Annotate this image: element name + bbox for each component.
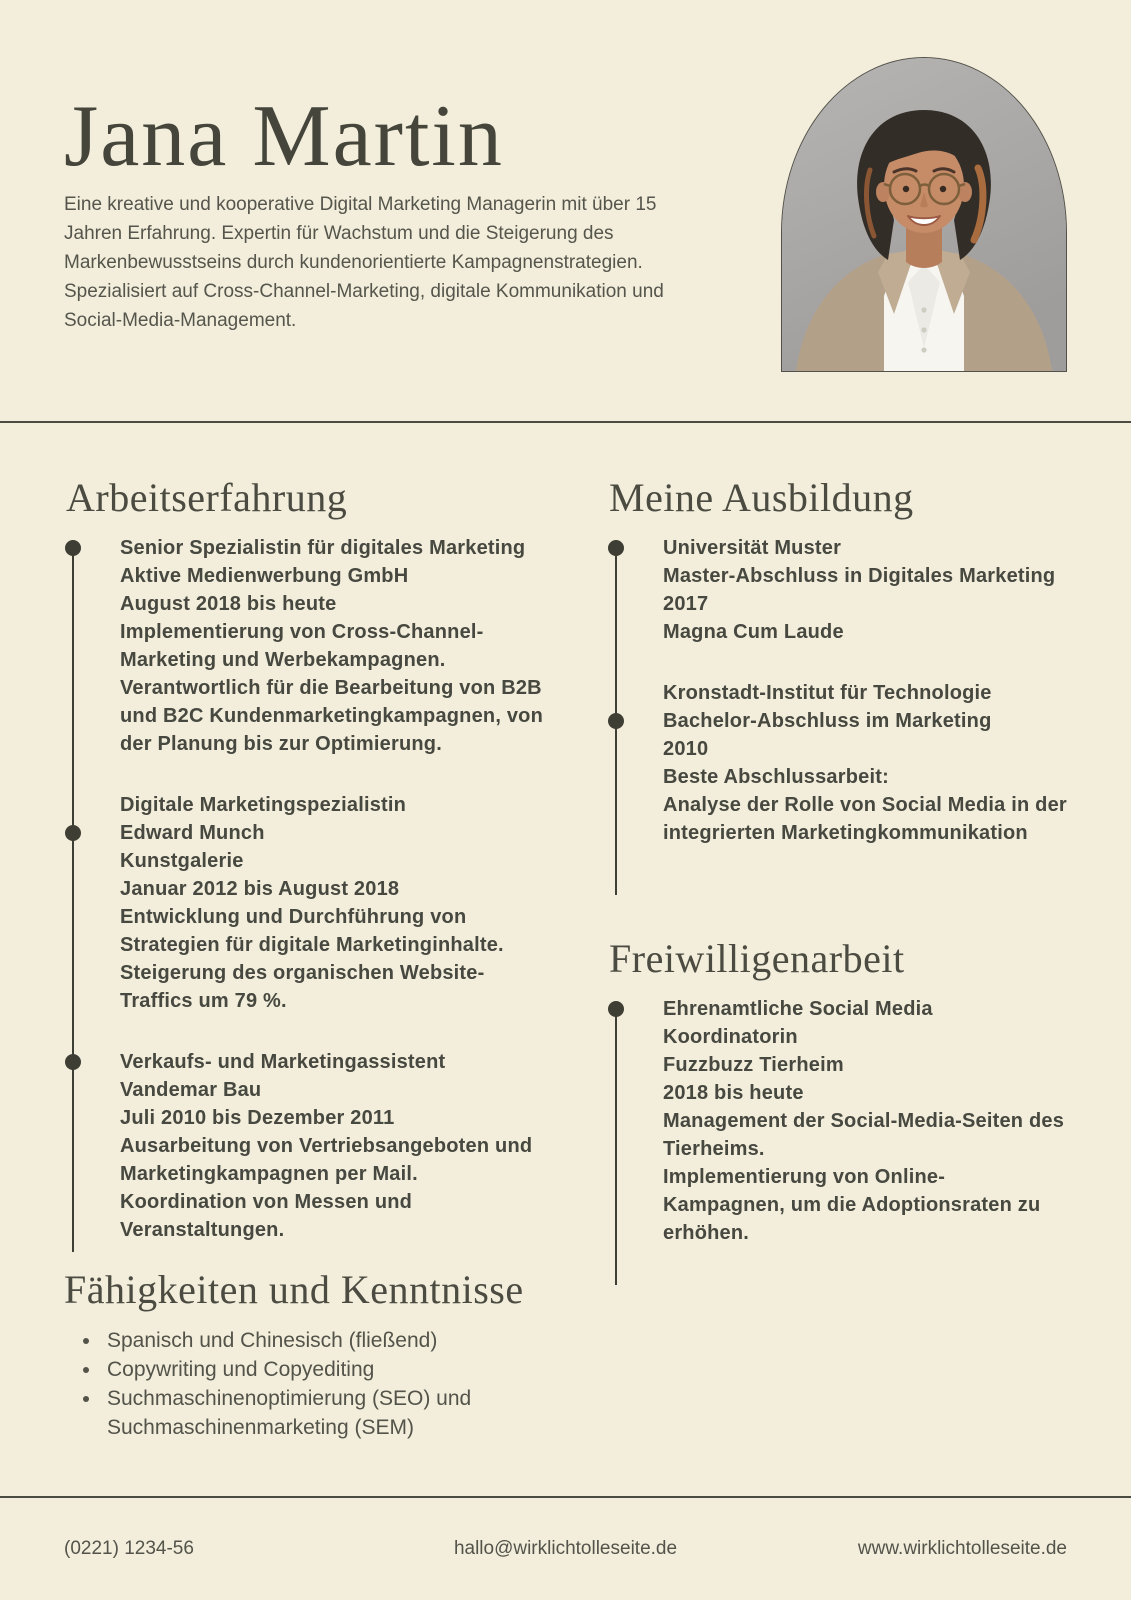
entry-line: Bachelor-Abschluss im Marketing	[663, 710, 992, 732]
entry-line: 2018 bis heute	[663, 1082, 804, 1104]
entry-line: Steigerung des organischen Website-Traffics um 79 %.	[120, 962, 485, 1012]
entry-line: Management der Social-Media-Seiten des Tierheims.	[663, 1110, 1065, 1160]
entry-line: Edward Munch	[120, 822, 265, 844]
entry-line: Beste Abschlussarbeit:	[663, 766, 889, 788]
skills-list	[64, 1326, 604, 1442]
education-timeline	[609, 534, 1067, 847]
timeline-entry	[663, 995, 1067, 1247]
entry-line: Verantwortlich für die Bearbeitung von B2B und B2C Kundenmarketingkampagnen, von der Planung bis zur Optimierung.	[120, 677, 544, 755]
entry-line: Ausarbeitung von Vertriebsangeboten und Marketingkampagnen per Mail.	[120, 1135, 533, 1185]
timeline-dot	[608, 713, 624, 729]
entry-line: Ehrenamtliche Social Media Koordinatorin	[663, 998, 933, 1048]
entry-line: 2017	[663, 593, 709, 615]
timeline-dot	[65, 825, 81, 841]
experience-timeline	[66, 534, 544, 1244]
entry-line: Analyse der Rolle von Social Media in der integrierten Marketingkommunikation	[663, 794, 1067, 844]
skill-item: • Suchmaschinenoptimierung (SEO) und Suchmaschinenmarketing (SEM)	[102, 1384, 604, 1442]
entry-line: Master-Abschluss in Digitales Marketing	[663, 565, 1056, 587]
timeline-dot	[608, 540, 624, 556]
entry-line: Januar 2012 bis August 2018	[120, 878, 400, 900]
entry-line: Implementierung von Online-Kampagnen, um die Adoptionsraten zu erhöhen.	[663, 1166, 1041, 1244]
footer-phone: (0221) 1234-56	[64, 1538, 194, 1559]
portrait-illustration	[782, 58, 1066, 371]
timeline-entry	[120, 534, 544, 758]
entry-line: Juli 2010 bis Dezember 2011	[120, 1107, 395, 1129]
entry-line: Aktive Medienwerbung GmbH	[120, 565, 409, 587]
entry-line: 2010	[663, 738, 709, 760]
section-education	[609, 475, 1067, 847]
entry-line: August 2018 bis heute	[120, 593, 337, 615]
entry-line: Kronstadt-Institut für Technologie	[663, 682, 992, 704]
entry-line: Verkaufs- und Marketingassistent	[120, 1051, 446, 1073]
entry-line: Digitale Marketingspezialistin	[120, 794, 407, 816]
section-skills	[64, 1267, 604, 1442]
header-divider	[0, 421, 1131, 423]
entry-line: Senior Spezialistin für digitales Marketing	[120, 537, 526, 559]
timeline-dot	[65, 540, 81, 556]
entry-line: Implementierung von Cross-Channel-Marketing und Werbekampagnen.	[120, 621, 484, 671]
footer-website: www.wirklichtolleseite.de	[857, 1538, 1067, 1559]
entry-line: Magna Cum Laude	[663, 621, 844, 643]
entry-line: Entwicklung und Durchführung von Strategien für digitale Marketinginhalte.	[120, 906, 504, 956]
entry-line: Vandemar Bau	[120, 1079, 262, 1101]
section-volunteer	[609, 936, 1067, 1247]
section-title-education: Meine Ausbildung	[609, 475, 914, 520]
skill-item: • Copywriting und Copyediting	[102, 1355, 604, 1384]
timeline-entry	[663, 679, 1067, 847]
footer-divider	[0, 1496, 1131, 1498]
timeline-entry	[120, 1048, 544, 1244]
timeline-dot	[608, 1001, 624, 1017]
skill-item: • Spanisch und Chinesisch (fließend)	[102, 1326, 604, 1355]
volunteer-timeline	[609, 995, 1067, 1247]
section-experience	[66, 475, 544, 1244]
section-title-experience: Arbeitserfahrung	[66, 475, 348, 520]
footer	[0, 1538, 1131, 1560]
timeline-entry	[663, 534, 1067, 646]
timeline-dot	[65, 1054, 81, 1070]
timeline-entry	[120, 791, 544, 1015]
entry-line: Universität Muster	[663, 537, 842, 559]
entry-line: Koordination von Messen und Veranstaltungen.	[120, 1191, 413, 1241]
entry-line: Kunstgalerie	[120, 850, 244, 872]
section-title-skills: Fähigkeiten und Kenntnisse	[64, 1267, 524, 1312]
section-title-volunteer: Freiwilligenarbeit	[609, 936, 905, 981]
page-title: Jana Martin	[64, 88, 504, 185]
footer-email: hallo@wirklichtolleseite.de	[453, 1538, 678, 1559]
entry-line: Fuzzbuzz Tierheim	[663, 1054, 844, 1076]
profile-photo	[781, 57, 1067, 372]
intro-text: Eine kreative und kooperative Digital Marketing Managerin mit über 15 Jahren Erfahrung. Expertin für Wachstum und die Steigerung des Markenbewusstseins durch kundenorientierte Kampagnenstrategien. Spezialisiert auf Cross-Channel-Marketing, digitale Kommunikation und Social-Media-Management.	[64, 194, 664, 331]
